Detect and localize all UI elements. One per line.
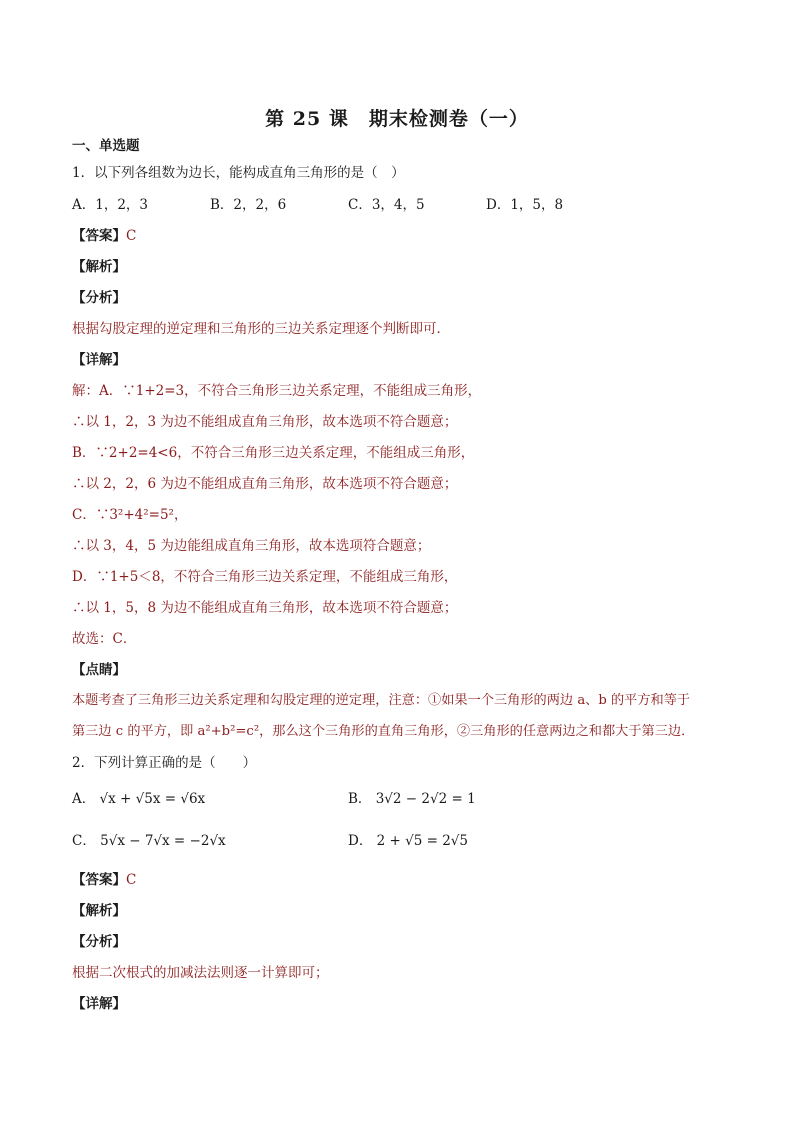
q2-fenxi-text: 根据二次根式的加减法法则逐一计算即可； — [72, 965, 329, 981]
q1-detail-line: D．∵1+5＜8，不符合三角形三边关系定理，不能组成三角形， — [72, 569, 458, 585]
answer-value: C — [126, 228, 137, 244]
q2-analysis-tag: 【解析】 — [72, 903, 126, 919]
q1-option-d: D．1，5，8 — [486, 197, 564, 213]
q1-comment-tag: 【点睛】 — [72, 662, 126, 678]
q2-detail-tag: 【详解】 — [72, 996, 126, 1012]
q1-detail-line: C．∵3²+4²=5²， — [72, 507, 188, 523]
q2-fenxi-tag: 【分析】 — [72, 934, 126, 950]
option-math: √x + √5x = √6x — [99, 791, 206, 807]
q2-option-b — [348, 790, 476, 808]
q1-detail-line: 故选：C． — [72, 631, 137, 647]
q2-option-d — [348, 832, 468, 850]
q1-fenxi-text: 根据勾股定理的逆定理和三角形的三边关系定理逐个判断即可． — [72, 321, 450, 337]
q1-detail-line: ∴以 1，5，8 为边不能组成直角三角形，故本选项不符合题意； — [72, 600, 458, 616]
q1-detail-line: ∴以 3，4，5 为边能组成直角三角形，故本选项符合题意； — [72, 538, 431, 554]
option-label: C． — [72, 833, 96, 849]
q1-comment-line: 本题考查了三角形三边关系定理和勾股定理的逆定理，注意：①如果一个三角形的两边 a、b 的平方和等于 — [72, 693, 691, 708]
answer-value: C — [126, 872, 137, 888]
q1-detail-line: ∴以 1，2，3 为边不能组成直角三角形，故本选项不符合题意； — [72, 414, 458, 430]
q1-answer — [72, 227, 136, 245]
page-title: 第 25 课 期末检测卷（一） — [265, 108, 529, 130]
option-math: 3√2 − 2√2 = 1 — [375, 791, 476, 807]
q2-answer — [72, 871, 136, 889]
q1-detail-line: ∴以 2，2，6 为边不能组成直角三角形，故本选项不符合题意； — [72, 476, 458, 492]
option-label: B． — [348, 791, 372, 807]
option-label: A． — [72, 791, 96, 807]
q2-option-c — [72, 832, 226, 850]
q1-detail-line: B．∵2+2=4<6，不符合三角形三边关系定理，不能组成三角形， — [72, 445, 475, 461]
section-heading: 一、单选题 — [72, 138, 140, 154]
q1-comment-line: 第三边 c 的平方，即 a²+b²=c²，那么这个三角形的直角三角形，②三角形的任意两边之和都大于第三边． — [72, 724, 695, 739]
q1-fenxi-tag: 【分析】 — [72, 290, 126, 306]
option-label: D． — [348, 833, 373, 849]
q1-option-b: B．2，2，6 — [210, 197, 287, 213]
q2-stem: 2．下列计算正确的是（ ） — [72, 755, 257, 771]
q1-option-c: C．3，4，5 — [348, 197, 425, 213]
q1-stem: 1．以下列各组数为边长，能构成直角三角形的是（ ） — [72, 165, 405, 181]
answer-tag: 【答案】 — [72, 228, 126, 244]
option-math: 2 + √5 = 2√5 — [376, 833, 468, 849]
q1-detail-line: 解：A．∵1+2=3，不符合三角形三边关系定理，不能组成三角形， — [72, 383, 482, 399]
option-math: 5√x − 7√x = −2√x — [100, 833, 226, 849]
q2-option-a — [72, 790, 205, 808]
q1-analysis-tag: 【解析】 — [72, 259, 126, 275]
answer-tag: 【答案】 — [72, 872, 126, 888]
q1-detail-tag: 【详解】 — [72, 352, 126, 368]
q1-option-a: A．1，2，3 — [72, 197, 149, 213]
